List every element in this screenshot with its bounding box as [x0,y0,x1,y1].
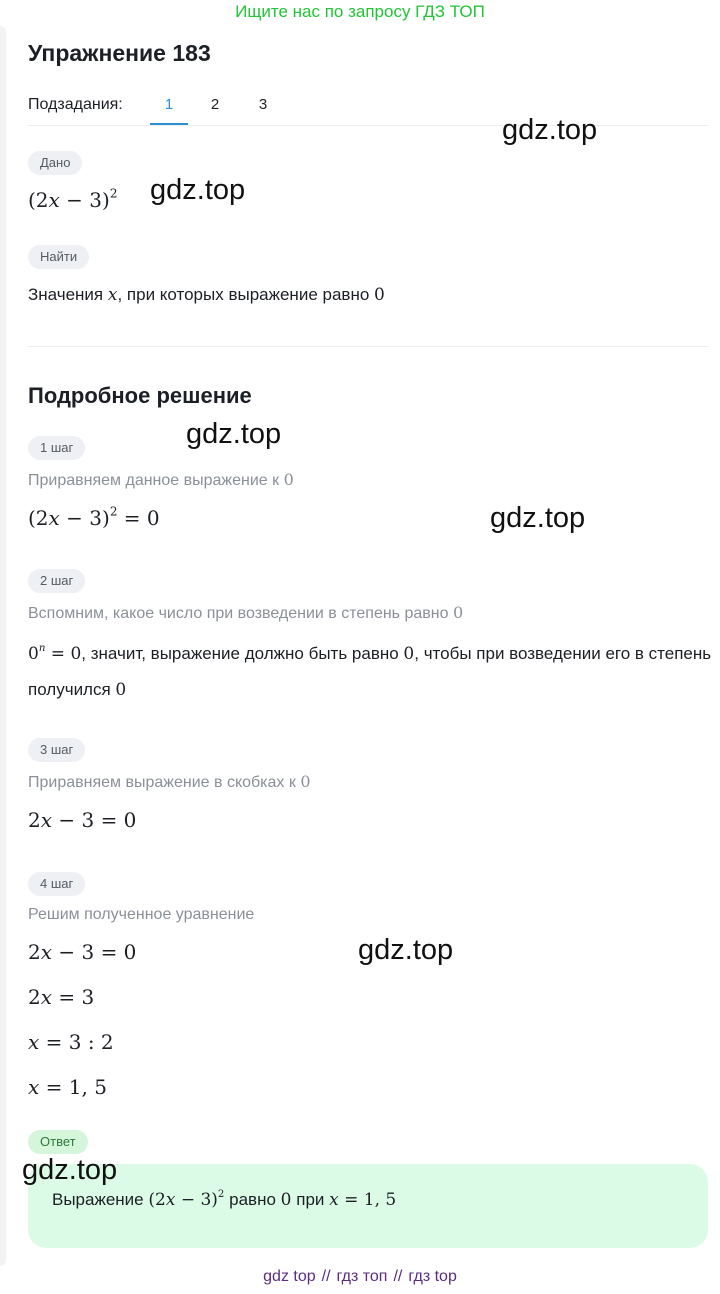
watermark-text: gdz.top [186,418,282,450]
card-edge [0,26,6,1266]
step-4-equation-1: 2x − 3 = 0 [28,940,137,964]
solution-title: Подробное решение [28,383,252,408]
footer-link-1[interactable]: gdz top [263,1268,316,1285]
watermark-text: gdz.top [502,114,598,146]
step-4-hint: Решим полученное уравнение [28,906,255,923]
footer-link-2[interactable]: гдз топ [336,1268,388,1285]
find-badge: Найти [28,245,89,269]
answer-badge: Ответ [28,1130,88,1154]
given-badge: Дано [28,151,82,175]
step-4-badge: 4 шаг [28,872,85,896]
tab-subtask-1[interactable]: 1 [164,96,174,113]
section-divider [28,346,708,347]
answer-text: Выражение $(2x - 3)^2$ равно 0 при x = 1, 5 [52,1188,397,1210]
watermark-text: gdz.top [490,502,586,534]
footer-links [0,1268,720,1286]
step-4-equation-3: x = 3 : 2 [28,1030,114,1054]
watermark-text: gdz.top [358,934,454,966]
exercise-title: Упражнение 183 [28,40,211,66]
step-4-equation-4: x = 1, 5 [28,1075,107,1099]
step-3-equation: 2x − 3 = 0 [28,808,137,832]
footer-link-3[interactable]: гдз top [408,1268,457,1285]
step-2-text: $0^n = 0$, значит, выражение должно быть равно 0, чтобы при возведении его в степень получился 0 [28,642,712,700]
tab-subtask-2[interactable]: 2 [210,96,220,113]
footer-separator: // [393,1268,403,1285]
step-2-hint: Вспомним, какое число при возведении в степень равно 0 [28,603,464,622]
step-2-badge: 2 шаг [28,569,85,593]
watermark-text: gdz.top [150,174,246,206]
given-expression: $(2x - 3)^2$ [28,186,118,212]
subtasks-label: Подзадания: [28,96,123,113]
step-3-hint: Приравняем выражение в скобках к 0 [28,772,311,791]
find-text: Значения x, при которых выражение равно 0 [28,285,385,305]
step-1-badge: 1 шаг [28,436,85,460]
watermark-text: gdz.top [22,1154,118,1186]
tab-subtask-3[interactable]: 3 [258,96,268,113]
step-1-equation: $(2x - 3)^2 = 0$ [28,504,160,530]
step-3-badge: 3 шаг [28,738,85,762]
answer-box [28,1164,708,1248]
step-4-equation-2: 2x = 3 [28,985,95,1009]
footer-separator: // [321,1268,331,1285]
step-1-hint: Приравняем данное выражение к 0 [28,470,294,489]
top-banner: Ищите нас по запросу ГДЗ ТОП [235,2,485,21]
tabs-divider [28,125,708,126]
